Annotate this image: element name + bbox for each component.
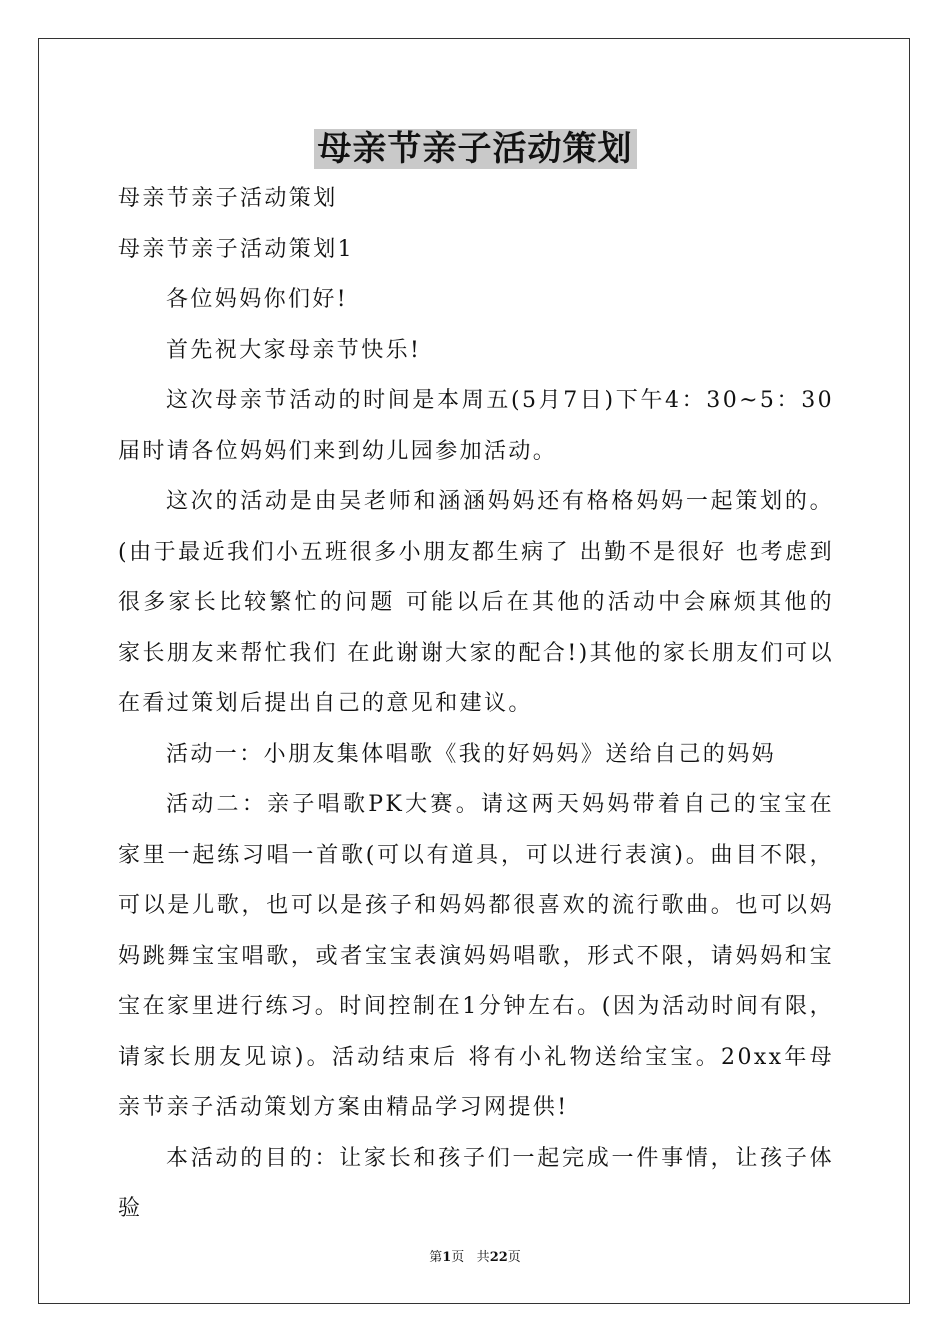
paragraph: 活动二：亲子唱歌PK大赛。请这两天妈妈带着自己的宝宝在家里一起练习唱一首歌(可以有道具，可以进行表演)。曲目不限，可以是儿歌，也可以是孩子和妈妈都很喜欢的流行歌曲。也可以妈妈跳舞宝宝唱歌，或者宝宝表演妈妈唱歌，形式不限，请妈妈和宝宝在家里进行练习。时间控制在1分钟左右。(因为活动时间有限，请家长朋友见谅)。活动结束后 将有小礼物送给宝宝。20xx年母亲节亲子活动策划方案由精品学习网提供! <box>118 792 834 1120</box>
paragraph: 活动一：小朋友集体唱歌《我的好妈妈》送给自己的妈妈 <box>166 741 777 767</box>
paragraph: 各位妈妈你们好! <box>166 287 349 312</box>
paragraph: 这次的活动是由吴老师和涵涵妈妈还有格格妈妈一起策划的。(由于最近我们小五班很多小朋友都生病了 出勤不是很好 也考虑到很多家长比较繁忙的问题 可能以后在其他的活动中会麻烦其他的家长朋友来帮忙我们 在此谢谢大家的配合!)其他的家长朋友们可以在看过策划后提出自己的意见和建议。 <box>118 489 834 716</box>
paragraph: 母亲节亲子活动策划1 <box>118 236 354 262</box>
total-suffix: 页 <box>507 1250 521 1265</box>
document-title-wrap <box>0 124 950 174</box>
paragraph: 首先祝大家母亲节快乐! <box>166 337 422 363</box>
page-prefix: 第 <box>429 1250 443 1265</box>
document-body <box>118 174 834 1235</box>
page-number: 1 <box>442 1250 452 1265</box>
document-title: 母亲节亲子活动策划 <box>314 129 637 169</box>
total-prefix: 共 <box>476 1250 490 1265</box>
total-pages: 22 <box>489 1250 508 1265</box>
paragraph: 本活动的目的：让家长和孩子们一起完成一件事情，让孩子体验 <box>118 1145 834 1221</box>
paragraph: 母亲节亲子活动策划 <box>118 186 338 211</box>
page-suffix: 页 <box>451 1250 465 1265</box>
page-footer <box>0 1246 950 1265</box>
paragraph: 这次母亲节活动的时间是本周五(5月7日)下午4：30~5：30届时请各位妈妈们来到幼儿园参加活动。 <box>118 388 834 464</box>
